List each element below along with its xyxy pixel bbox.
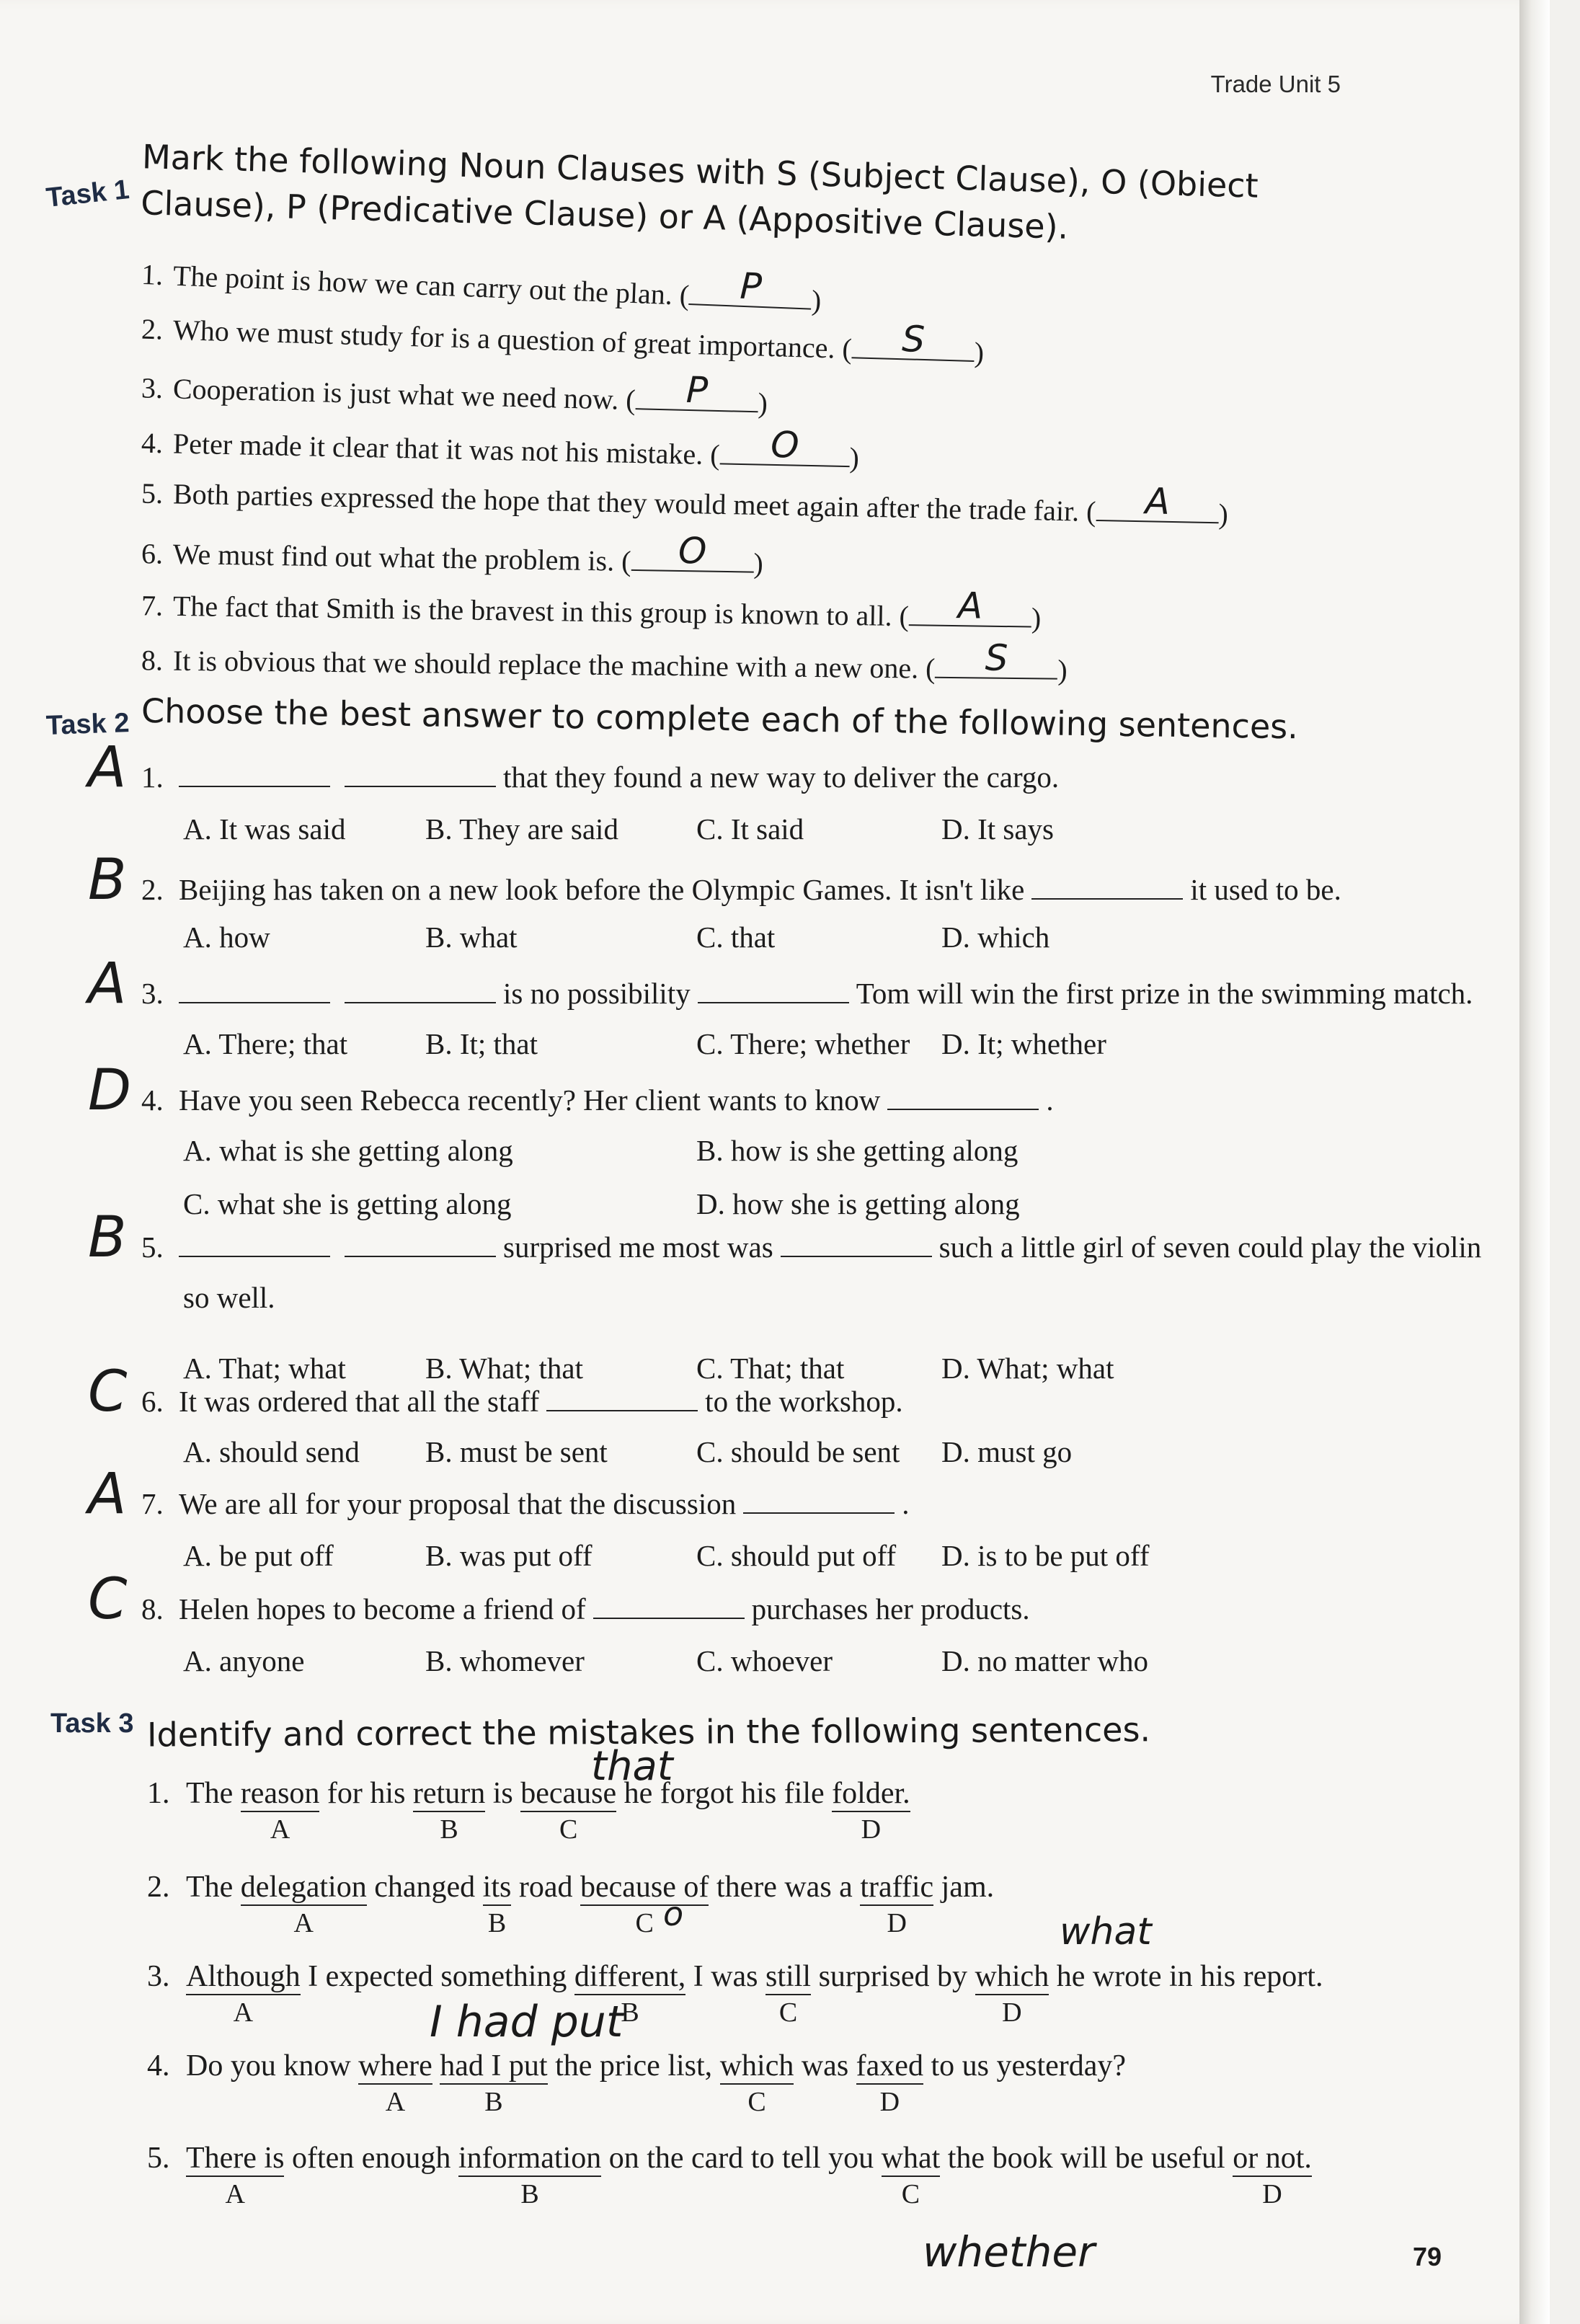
handwritten-answer: A bbox=[1145, 480, 1171, 523]
t3-sentence-text: Do you know bbox=[186, 2049, 359, 2083]
t3-option-text: its bbox=[482, 1871, 512, 1904]
t3-sentence-text: changed bbox=[366, 1871, 483, 1904]
t3-underlined-option bbox=[574, 1959, 686, 2028]
t1-item-number: 4. bbox=[141, 426, 164, 460]
t2-option: A. anyone bbox=[183, 1644, 305, 1677]
t1-answer-blank bbox=[909, 585, 1032, 627]
t3-underlined-option bbox=[1233, 2141, 1312, 2209]
t1-item bbox=[141, 368, 768, 420]
t3-sentence bbox=[147, 1776, 910, 1845]
t3-option-letter: D bbox=[1002, 1997, 1022, 2028]
t2-question-text: . bbox=[902, 1487, 910, 1520]
t3-sentence-text: he wrote in his report. bbox=[1049, 1960, 1323, 1993]
t2-question-text: that they found a new way to deliver the cargo. bbox=[503, 760, 1060, 794]
t2-option: A. what is she getting along bbox=[183, 1134, 513, 1167]
handwritten-choice: D bbox=[88, 1058, 132, 1123]
t2-question bbox=[141, 758, 1059, 794]
t2-question-number: 5. bbox=[141, 1230, 164, 1264]
t3-option-letter: A bbox=[233, 1997, 254, 2028]
t3-underlined-option bbox=[975, 1959, 1049, 2028]
t2-question bbox=[141, 1228, 1481, 1264]
t1-close-paren: ) bbox=[811, 283, 822, 317]
t2-answer-blank bbox=[345, 975, 496, 1003]
t3-option-text: because bbox=[520, 1777, 617, 1810]
t1-item bbox=[141, 586, 1042, 634]
t2-question-text: Beijing has taken on a new look before the Olympic Games. It isn't like bbox=[179, 873, 1025, 906]
t2-option: D. is to be put off bbox=[941, 1539, 1150, 1572]
t2-option: C. should put off bbox=[696, 1539, 897, 1572]
t2-option: D. no matter who bbox=[941, 1644, 1148, 1677]
t2-option: B. It; that bbox=[425, 1027, 538, 1060]
t3-sentence-text bbox=[432, 2049, 440, 2083]
t2-question bbox=[141, 1081, 1054, 1117]
t1-answer-blank bbox=[689, 265, 812, 309]
t3-option-letter: D bbox=[861, 1814, 882, 1845]
t1-item-text: Cooperation is just what we need now. ( bbox=[172, 372, 636, 417]
t2-question bbox=[141, 1383, 903, 1419]
t1-item-number: 1. bbox=[141, 257, 164, 292]
t2-option: B. must be sent bbox=[425, 1435, 608, 1468]
t2-option: B. how is she getting along bbox=[696, 1134, 1018, 1167]
t3-option-letter: A bbox=[385, 2087, 406, 2117]
t3-option-letter: A bbox=[293, 1908, 314, 1938]
handwritten-choice: C bbox=[88, 1360, 128, 1424]
t3-option-letter: D bbox=[879, 2087, 900, 2117]
t3-option-letter: B bbox=[621, 1997, 639, 2028]
t3-underlined-option bbox=[412, 1776, 486, 1845]
handwritten-choice: B bbox=[88, 848, 127, 913]
t2-answer-blank bbox=[1031, 871, 1183, 900]
t3-option-letter: C bbox=[635, 1908, 654, 1938]
t3-option-text: Although bbox=[186, 1960, 301, 1993]
t3-sentence-text: jam. bbox=[933, 1871, 995, 1904]
t2-option: C. what she is getting along bbox=[183, 1187, 512, 1220]
t1-close-paren: ) bbox=[1057, 653, 1068, 686]
t1-item-number: 5. bbox=[141, 476, 164, 510]
t3-sentence-text: was bbox=[794, 2049, 856, 2083]
t3-sentence-number: 2. bbox=[147, 1871, 170, 1904]
t2-option: A. how bbox=[183, 921, 270, 954]
t3-underlined-option bbox=[580, 1870, 709, 1938]
t1-answer-blank bbox=[935, 637, 1057, 680]
t3-sentence-text: road bbox=[511, 1871, 580, 1904]
t3-sentence-text: for his bbox=[319, 1777, 413, 1810]
handwritten-choice: C bbox=[88, 1567, 128, 1632]
t2-question bbox=[141, 1485, 909, 1521]
t1-item-number: 6. bbox=[141, 537, 164, 570]
t2-option: A. be put off bbox=[183, 1539, 334, 1572]
t3-option-text: which bbox=[719, 2049, 794, 2083]
t3-sentence-text: there was a bbox=[709, 1871, 861, 1904]
t3-sentence-text: The bbox=[186, 1871, 241, 1904]
t3-option-letter: C bbox=[778, 1997, 798, 2028]
t2-question-text: surprised me most was bbox=[503, 1230, 773, 1264]
t2-question-text: We are all for your proposal that the discussion bbox=[179, 1487, 737, 1520]
handwritten-correction: that bbox=[591, 1743, 673, 1790]
t1-answer-blank bbox=[851, 318, 975, 362]
t3-option-text: folder. bbox=[832, 1777, 910, 1810]
t3-option-letter: C bbox=[901, 2179, 920, 2209]
t3-underlined-option bbox=[186, 1959, 301, 2028]
t3-underlined-option bbox=[240, 1776, 320, 1845]
t2-question-number: 2. bbox=[141, 873, 164, 906]
t2-option: B. was put off bbox=[425, 1539, 592, 1572]
t3-option-text: reason bbox=[240, 1777, 320, 1810]
t2-question-number: 8. bbox=[141, 1592, 164, 1626]
t2-answer-blank bbox=[698, 975, 849, 1003]
t1-item-text: Peter made it clear that it was not his mistake. ( bbox=[172, 427, 721, 471]
t1-item bbox=[141, 474, 1229, 531]
t3-sentence-text: I expected something bbox=[300, 1960, 574, 1993]
handwritten-correction: what bbox=[1060, 1910, 1152, 1953]
t3-option-text: traffic bbox=[860, 1871, 934, 1904]
t3-option-text: or not. bbox=[1233, 2142, 1312, 2175]
handwritten-choice: B bbox=[88, 1205, 127, 1270]
t2-answer-blank bbox=[179, 1228, 330, 1257]
t3-sentence bbox=[147, 2141, 1312, 2209]
task3-label: Task 3 bbox=[50, 1708, 134, 1739]
t1-answer-blank bbox=[631, 529, 754, 573]
t1-answer-blank bbox=[635, 368, 758, 412]
handwritten-choice: A bbox=[88, 1462, 127, 1527]
t1-answer-blank bbox=[1096, 480, 1219, 523]
t2-question-text: such a little girl of seven could play the violin bbox=[938, 1230, 1482, 1264]
t2-question-continuation: so well. bbox=[183, 1281, 275, 1314]
t2-question-number: 7. bbox=[141, 1487, 164, 1520]
t2-answer-blank bbox=[179, 975, 330, 1003]
t1-close-paren: ) bbox=[1218, 497, 1229, 531]
handwritten-answer: P bbox=[685, 368, 709, 412]
t3-sentence-number: 4. bbox=[147, 2049, 170, 2083]
task2-title: Choose the best answer to complete each of the following sentences. bbox=[141, 691, 1299, 747]
t3-option-letter: B bbox=[440, 1814, 458, 1845]
handwritten-choice: A bbox=[88, 952, 127, 1016]
t1-item-text: The fact that Smith is the bravest in this group is known to all. ( bbox=[172, 589, 910, 633]
t2-option: A. That; what bbox=[183, 1352, 346, 1385]
t2-option: A. There; that bbox=[183, 1027, 348, 1060]
t3-option-text: which bbox=[975, 1960, 1049, 1993]
t1-item bbox=[141, 529, 764, 580]
task3-title: Identify and correct the mistakes in the following sentences. bbox=[146, 1710, 1151, 1755]
t1-item bbox=[141, 310, 985, 370]
handwritten-answer: O bbox=[770, 423, 800, 466]
t2-question-number: 3. bbox=[141, 977, 164, 1010]
t1-item-text: Both parties expressed the hope that they would meet again after the trade fair. ( bbox=[172, 477, 1096, 528]
t2-question-text: to the workshop. bbox=[705, 1385, 903, 1418]
running-header: Trade Unit 5 bbox=[1210, 71, 1341, 97]
handwritten-correction: whether bbox=[923, 2227, 1095, 2276]
t3-underlined-option bbox=[765, 1959, 812, 2028]
t2-answer-blank bbox=[345, 1228, 496, 1257]
t2-option: C. that bbox=[696, 921, 776, 954]
t3-underlined-option bbox=[860, 1870, 934, 1938]
task1-title: Mark the following Noun Clauses with S (Subject Clause), O (Obiect Clause), P (Predicative Clause) or A (Appositive Clause). bbox=[140, 137, 1259, 247]
t2-option: D. It; whether bbox=[941, 1027, 1106, 1060]
t1-answer-blank bbox=[719, 423, 850, 467]
t3-option-letter: A bbox=[270, 1814, 290, 1845]
t2-option: D. must go bbox=[941, 1435, 1073, 1468]
t3-option-text: different, bbox=[574, 1960, 686, 1993]
t3-underlined-option bbox=[440, 2049, 548, 2117]
t3-option-text: There is bbox=[186, 2142, 285, 2175]
t2-option: C. That; that bbox=[696, 1352, 845, 1385]
t3-option-text: where bbox=[358, 2049, 432, 2083]
t3-option-text: had I put bbox=[440, 2049, 548, 2083]
t3-sentence-text: I was bbox=[685, 1960, 766, 1993]
t1-item-text: Who we must study for is a question of great importance. ( bbox=[172, 313, 853, 365]
t2-question bbox=[141, 975, 1473, 1011]
t3-option-text: what bbox=[881, 2142, 941, 2175]
t2-option: D. It says bbox=[941, 812, 1055, 846]
t3-option-text: delegation bbox=[240, 1871, 367, 1904]
t1-close-paren: ) bbox=[1031, 601, 1042, 634]
t1-item bbox=[141, 637, 1068, 686]
t3-option-letter: C bbox=[747, 2087, 766, 2117]
t2-question-text: is no possibility bbox=[503, 977, 691, 1010]
t3-underlined-option bbox=[856, 2049, 923, 2117]
t3-option-letter: D bbox=[1262, 2179, 1282, 2209]
t2-question-text: Helen hopes to become a friend of bbox=[179, 1592, 586, 1626]
handwritten-answer: O bbox=[678, 529, 707, 572]
t3-sentence-text: is bbox=[485, 1777, 521, 1810]
t3-underlined-option bbox=[240, 1870, 367, 1938]
t3-option-text: faxed bbox=[856, 2049, 923, 2083]
t1-close-paren: ) bbox=[849, 441, 860, 474]
t2-option: C. should be sent bbox=[696, 1435, 900, 1468]
t1-item-number: 7. bbox=[141, 589, 164, 622]
t3-sentence-number: 3. bbox=[147, 1960, 170, 1993]
t2-option: D. how she is getting along bbox=[696, 1187, 1020, 1220]
t3-option-text: return bbox=[412, 1777, 486, 1810]
t2-option: B. what bbox=[425, 921, 518, 954]
t3-sentence-text: surprised by bbox=[811, 1960, 975, 1993]
t2-answer-blank bbox=[743, 1485, 895, 1514]
t3-sentence-text: he forgot his file bbox=[616, 1777, 833, 1810]
t2-question-text: Tom will win the first prize in the swimming match. bbox=[856, 977, 1473, 1010]
t3-sentence-text: The bbox=[186, 1777, 241, 1810]
t3-sentence-text: the price list, bbox=[547, 2049, 720, 2083]
t2-answer-blank bbox=[781, 1228, 932, 1257]
t3-sentence bbox=[147, 1870, 995, 1938]
t3-option-letter: B bbox=[520, 2179, 539, 2209]
t2-answer-blank bbox=[546, 1383, 698, 1411]
t1-item-number: 3. bbox=[141, 371, 164, 405]
t1-item-number: 2. bbox=[141, 312, 164, 346]
handwritten-answer: S bbox=[985, 637, 1008, 679]
t3-underlined-option bbox=[719, 2049, 794, 2117]
t3-option-text: information bbox=[458, 2142, 602, 2175]
t3-underlined-option bbox=[482, 1870, 512, 1938]
t1-item bbox=[141, 255, 822, 317]
t2-answer-blank bbox=[179, 758, 330, 787]
t3-underlined-option bbox=[881, 2141, 941, 2209]
t2-option: B. What; that bbox=[425, 1352, 584, 1385]
t2-question-text: It was ordered that all the staff bbox=[179, 1385, 540, 1418]
task2-label: Task 2 bbox=[45, 707, 130, 742]
book-spine bbox=[1519, 0, 1550, 2324]
t3-option-letter: B bbox=[484, 2087, 503, 2117]
t2-answer-blank bbox=[345, 758, 496, 787]
t1-close-paren: ) bbox=[974, 335, 985, 369]
t2-question-text: Have you seen Rebecca recently? Her client wants to know bbox=[179, 1083, 881, 1117]
t2-option: A. should send bbox=[183, 1435, 360, 1468]
t3-sentence-text: often enough bbox=[284, 2142, 458, 2175]
t2-question-number: 6. bbox=[141, 1385, 164, 1418]
t3-sentence bbox=[147, 2049, 1127, 2117]
t3-option-letter: C bbox=[559, 1814, 578, 1845]
t2-question-text: . bbox=[1046, 1083, 1054, 1117]
t2-question bbox=[141, 1590, 1030, 1626]
t1-item-text: The point is how we can carry out the plan. ( bbox=[172, 259, 691, 312]
t2-question-text: it used to be. bbox=[1190, 873, 1341, 906]
t2-option: C. There; whether bbox=[696, 1027, 910, 1060]
t2-option: B. whomever bbox=[425, 1644, 585, 1677]
t3-option-text: because of bbox=[580, 1871, 709, 1904]
t3-option-letter: A bbox=[225, 2179, 245, 2209]
t2-option: A. It was said bbox=[183, 812, 346, 846]
t1-item-text: It is obvious that we should replace the machine with a new one. ( bbox=[172, 644, 936, 685]
task1-label: Task 1 bbox=[45, 174, 131, 213]
handwritten-answer: P bbox=[739, 265, 763, 308]
t3-sentence-number: 5. bbox=[147, 2142, 170, 2175]
t3-sentence-text: to us yesterday? bbox=[923, 2049, 1127, 2083]
t2-question-number: 4. bbox=[141, 1083, 164, 1117]
t3-sentence-number: 1. bbox=[147, 1777, 170, 1810]
handwritten-choice: A bbox=[88, 735, 127, 800]
handwritten-correction: o bbox=[663, 1894, 684, 1933]
t1-item-text: We must find out what the problem is. ( bbox=[172, 537, 631, 577]
t2-option: C. It said bbox=[696, 812, 804, 846]
handwritten-correction: I had put bbox=[430, 1997, 623, 2047]
t2-option: D. What; what bbox=[941, 1352, 1114, 1385]
t3-option-letter: D bbox=[887, 1908, 907, 1938]
t3-sentence-text: on the card to tell you bbox=[601, 2142, 882, 2175]
handwritten-answer: S bbox=[901, 318, 926, 361]
t2-question-number: 1. bbox=[141, 760, 164, 794]
t2-option: B. They are said bbox=[425, 812, 618, 846]
t1-close-paren: ) bbox=[758, 386, 768, 420]
t2-answer-blank bbox=[593, 1590, 745, 1619]
t1-item-number: 8. bbox=[141, 644, 164, 677]
t2-answer-blank bbox=[887, 1081, 1039, 1110]
t3-underlined-option bbox=[832, 1776, 910, 1845]
t2-question bbox=[141, 871, 1341, 907]
t3-underlined-option bbox=[458, 2141, 602, 2209]
t1-item bbox=[141, 424, 860, 475]
t3-option-text: still bbox=[765, 1960, 812, 1993]
t3-option-letter: B bbox=[487, 1908, 507, 1938]
t3-underlined-option bbox=[358, 2049, 432, 2117]
t2-question-text: purchases her products. bbox=[751, 1592, 1030, 1626]
t3-sentence-text: the book will be useful bbox=[940, 2142, 1233, 2175]
t3-underlined-option bbox=[186, 2141, 285, 2209]
t2-option: C. whoever bbox=[696, 1644, 833, 1677]
handwritten-answer: A bbox=[957, 585, 983, 627]
page-number: 79 bbox=[1412, 2242, 1442, 2271]
t2-option: D. which bbox=[941, 921, 1050, 954]
t1-close-paren: ) bbox=[753, 546, 764, 580]
